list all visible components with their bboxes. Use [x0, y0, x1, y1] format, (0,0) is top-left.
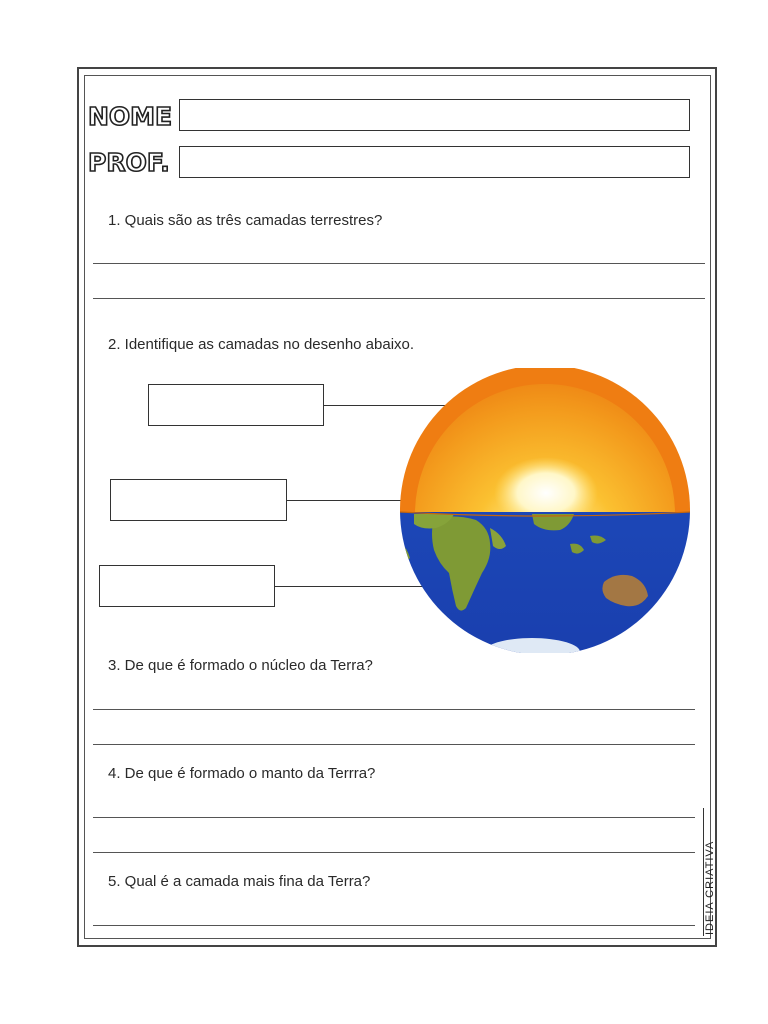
prof-label: PROF.: [88, 148, 170, 177]
question-3: 3. De que é formado o núcleo da Terra?: [108, 657, 373, 674]
question-2: 2. Identifique as camadas no desenho abaixo.: [108, 336, 415, 353]
answer-line-4b[interactable]: [93, 852, 695, 853]
label-box-mantle[interactable]: [110, 479, 287, 521]
name-label: NOME: [88, 102, 173, 131]
question-1: 1. Quais são as três camadas terrestres?: [108, 212, 383, 229]
name-field[interactable]: [179, 99, 690, 131]
answer-line-1a[interactable]: [93, 263, 705, 264]
prof-field[interactable]: [179, 146, 690, 178]
answer-line-4a[interactable]: [93, 817, 695, 818]
answer-line-3b[interactable]: [93, 744, 695, 745]
question-4: 4. De que é formado o manto da Terrra?: [108, 765, 376, 782]
label-box-crust[interactable]: [148, 384, 324, 426]
watermark-text: IDEIA CRIATIVA: [704, 840, 716, 935]
label-box-core[interactable]: [99, 565, 275, 607]
earth-layers-illustration: [394, 368, 696, 653]
question-5: 5. Qual é a camada mais fina da Terra?: [108, 873, 371, 890]
answer-line-1b[interactable]: [93, 298, 705, 299]
answer-line-3a[interactable]: [93, 709, 695, 710]
answer-line-5a[interactable]: [93, 925, 695, 926]
